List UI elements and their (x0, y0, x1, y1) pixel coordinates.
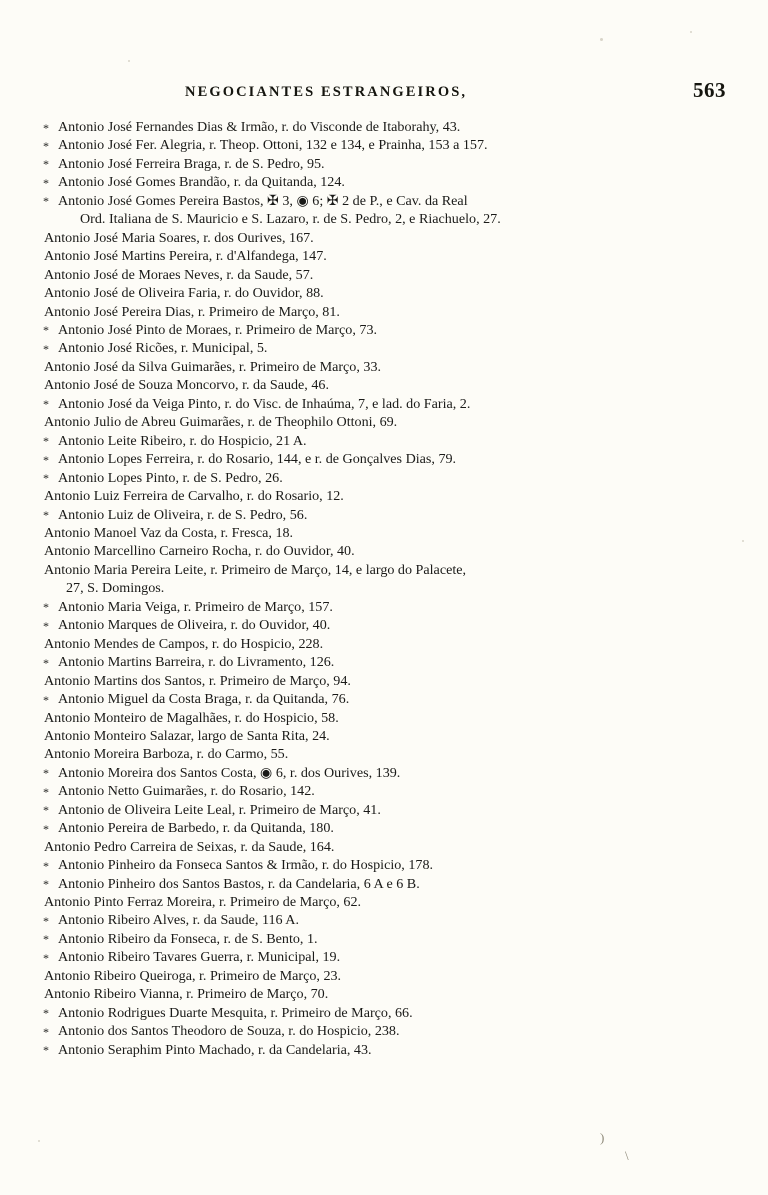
list-item (40, 764, 734, 782)
list-item (40, 1041, 734, 1059)
entry-text: Antonio Martins Barreira, r. do Livramento, 126. (58, 654, 335, 671)
entry-text: Antonio Pereira de Barbedo, r. da Quitanda, 180. (58, 820, 334, 837)
asterisk-icon: * (43, 120, 49, 135)
list-item (40, 930, 734, 948)
entry-text: Antonio José Fernandes Dias & Irmão, r. do Visconde de Itaborahy, 43. (58, 119, 461, 135)
entry-text: Antonio Pedro Carreira de Seixas, r. da Saude, 164. (44, 838, 335, 855)
asterisk-icon: * (43, 913, 49, 928)
list-item (40, 173, 734, 191)
list-item (40, 561, 734, 598)
running-head: NEGOCIANTES ESTRANGEIROS, (185, 84, 468, 100)
scan-speck (128, 60, 130, 62)
list-item (40, 266, 734, 284)
list-item (40, 635, 734, 653)
asterisk-icon: * (43, 397, 49, 412)
asterisk-icon: * (43, 1006, 49, 1021)
asterisk-icon: * (43, 692, 49, 707)
entry-text: Antonio Netto Guimarães, r. do Rosario, 142. (58, 783, 315, 800)
asterisk-icon: * (43, 508, 49, 523)
list-item (40, 192, 734, 229)
list-item (40, 801, 734, 819)
entry-text: Antonio Moreira dos Santos Costa, ◉ 6, r. dos Ourives, 139. (58, 764, 401, 781)
entry-text: Antonio Manoel Vaz da Costa, r. Fresca, 18. (44, 524, 294, 541)
scan-speck (742, 540, 744, 542)
asterisk-icon: * (43, 950, 49, 965)
entry-text: Antonio José de Oliveira Faria, r. do Ouvidor, 88. (44, 285, 324, 302)
scan-speck (690, 31, 692, 33)
list-item (40, 911, 734, 929)
list-item (40, 1004, 734, 1022)
asterisk-icon: * (43, 932, 49, 947)
entry-text: Antonio José Gomes Pereira Bastos, ✠ 3, ◉ 6; ✠ 2 de P., e Cav. da Real (58, 192, 468, 209)
entry-text: Antonio dos Santos Theodoro de Souza, r. do Hospicio, 238. (58, 1023, 400, 1040)
entry-text: Antonio José Fer. Alegria, r. Theop. Ottoni, 132 e 134, e Prainha, 153 a 157. (58, 137, 488, 154)
entry-text: Antonio Ribeiro da Fonseca, r. de S. Bento, 1. (58, 930, 318, 947)
list-item (40, 450, 734, 468)
entry-text: Antonio Martins dos Santos, r. Primeiro de Março, 94. (44, 672, 351, 689)
entry-text: Antonio José de Souza Moncorvo, r. da Saude, 46. (44, 377, 329, 394)
asterisk-icon: * (43, 877, 49, 892)
list-item (40, 967, 734, 985)
asterisk-icon: * (43, 194, 49, 209)
list-item (40, 985, 734, 1003)
asterisk-icon: * (43, 323, 49, 338)
entry-text: Antonio Maria Pereira Leite, r. Primeiro de Março, 14, e largo do Palacete, (44, 561, 467, 578)
list-item (40, 616, 734, 634)
scan-mark: ) (600, 1130, 605, 1145)
list-item (40, 598, 734, 616)
list-item (40, 506, 734, 524)
list-item (40, 653, 734, 671)
entry-text: Antonio Moreira Barboza, r. do Carmo, 55. (44, 746, 289, 763)
asterisk-icon: * (43, 821, 49, 836)
list-item (40, 229, 734, 247)
list-item (40, 321, 734, 339)
list-item (40, 1022, 734, 1040)
entry-text: Antonio Marcellino Carneiro Rocha, r. do Ouvidor, 40. (44, 543, 355, 560)
asterisk-icon: * (43, 452, 49, 467)
list-item (40, 856, 734, 874)
page-number: 563 (693, 78, 726, 102)
entry-text: Antonio José Ricões, r. Municipal, 5. (58, 340, 268, 357)
list-item (40, 948, 734, 966)
list-item (40, 819, 734, 837)
list-item (40, 690, 734, 708)
entry-text: Antonio Mendes de Campos, r. do Hospicio, 228. (44, 635, 324, 652)
entry-text: Antonio José Martins Pereira, r. d'Alfandega, 147. (44, 248, 327, 265)
asterisk-icon: * (43, 766, 49, 781)
entry-continuation: Ord. Italiana de S. Mauricio e S. Lazaro, r. de S. Pedro, 2, e Riachuelo, 27. (80, 211, 501, 228)
page-header (40, 78, 734, 112)
entry-text: Antonio José Pereira Dias, r. Primeiro de Março, 81. (44, 303, 340, 320)
entry-text: Antonio José da Veiga Pinto, r. do Visc. de Inhaúma, 7, e lad. do Faria, 2. (58, 395, 471, 412)
list-item (40, 893, 734, 911)
entry-text: Antonio Rodrigues Duarte Mesquita, r. Primeiro de Março, 66. (58, 1004, 413, 1021)
list-item (40, 524, 734, 542)
list-item (40, 709, 734, 727)
asterisk-icon: * (43, 471, 49, 486)
asterisk-icon: * (43, 655, 49, 670)
entry-text: Antonio Marques de Oliveira, r. do Ouvidor, 40. (58, 617, 331, 634)
list-item (40, 284, 734, 302)
list-item (40, 339, 734, 357)
entry-text: Antonio Ribeiro Tavares Guerra, r. Municipal, 19. (58, 949, 341, 966)
list-item (40, 745, 734, 763)
list-item (40, 395, 734, 413)
entry-text: Antonio José Maria Soares, r. dos Ourives, 167. (44, 229, 314, 246)
asterisk-icon: * (43, 618, 49, 633)
entry-text: Antonio José da Silva Guimarães, r. Primeiro de Março, 33. (44, 358, 382, 375)
asterisk-icon: * (43, 803, 49, 818)
list-item (40, 136, 734, 154)
list-item (40, 875, 734, 893)
asterisk-icon: * (43, 434, 49, 449)
entry-text: Antonio de Oliveira Leite Leal, r. Primeiro de Março, 41. (58, 801, 381, 818)
asterisk-icon: * (43, 1043, 49, 1058)
asterisk-icon: * (43, 1024, 49, 1039)
list-item (40, 155, 734, 173)
list-item (40, 487, 734, 505)
list-item (40, 782, 734, 800)
asterisk-icon: * (43, 600, 49, 615)
entry-text: Antonio Pinheiro dos Santos Bastos, r. da Candelaria, 6 A e 6 B. (58, 875, 420, 892)
list-item (40, 376, 734, 394)
entry-text: Antonio José Pinto de Moraes, r. Primeiro de Março, 73. (58, 321, 378, 338)
entry-text: Antonio Maria Veiga, r. Primeiro de Março, 157. (58, 598, 333, 615)
entry-text: Antonio Seraphim Pinto Machado, r. da Candelaria, 43. (58, 1041, 372, 1058)
entry-text: Antonio Lopes Pinto, r. de S. Pedro, 26. (58, 469, 283, 486)
entry-text: Antonio Miguel da Costa Braga, r. da Quitanda, 76. (58, 691, 350, 708)
asterisk-icon: * (43, 175, 49, 190)
entry-text: Antonio Pinheiro da Fonseca Santos & Irmão, r. do Hospicio, 178. (58, 857, 434, 874)
asterisk-icon: * (43, 138, 49, 153)
list-item (40, 303, 734, 321)
entry-text: Antonio Ribeiro Alves, r. da Saude, 116 A. (58, 912, 300, 929)
entry-text: Antonio José de Moraes Neves, r. da Saude, 57. (44, 266, 314, 283)
entry-continuation: 27, S. Domingos. (66, 580, 165, 597)
entry-text: Antonio Ribeiro Queiroga, r. Primeiro de Março, 23. (44, 967, 342, 984)
asterisk-icon: * (43, 157, 49, 172)
entry-text: Antonio Luiz Ferreira de Carvalho, r. do Rosario, 12. (44, 488, 344, 505)
entry-text: Antonio Monteiro Salazar, largo de Santa Rita, 24. (44, 727, 330, 744)
scan-speck (38, 1140, 40, 1142)
entry-text: Antonio Luiz de Oliveira, r. de S. Pedro, 56. (58, 506, 308, 523)
list-item (40, 118, 734, 136)
asterisk-icon: * (43, 784, 49, 799)
asterisk-icon: * (43, 341, 49, 356)
entry-text: Antonio Lopes Ferreira, r. do Rosario, 144, e r. de Gonçalves Dias, 79. (58, 451, 457, 468)
list-item (40, 413, 734, 431)
entry-text: Antonio Ribeiro Vianna, r. Primeiro de Março, 70. (44, 986, 329, 1003)
list-item (40, 672, 734, 690)
scan-mark: \ (625, 1148, 629, 1163)
list-item (40, 469, 734, 487)
asterisk-icon: * (43, 858, 49, 873)
list-item (40, 247, 734, 265)
entry-text: Antonio José Gomes Brandão, r. da Quitanda, 124. (58, 174, 345, 191)
entry-text: Antonio Pinto Ferraz Moreira, r. Primeiro de Março, 62. (44, 894, 362, 911)
entry-text: Antonio José Ferreira Braga, r. de S. Pedro, 95. (58, 155, 325, 172)
scan-speck (600, 38, 603, 41)
list-item (40, 358, 734, 376)
list-item (40, 542, 734, 560)
directory-entry-list (40, 118, 734, 1059)
list-item (40, 727, 734, 745)
entry-text: Antonio Leite Ribeiro, r. do Hospicio, 21 A. (58, 432, 307, 449)
list-item (40, 838, 734, 856)
entry-text: Antonio Julio de Abreu Guimarães, r. de Theophilo Ottoni, 69. (44, 414, 398, 431)
entry-text: Antonio Monteiro de Magalhães, r. do Hospicio, 58. (44, 709, 339, 726)
list-item (40, 432, 734, 450)
